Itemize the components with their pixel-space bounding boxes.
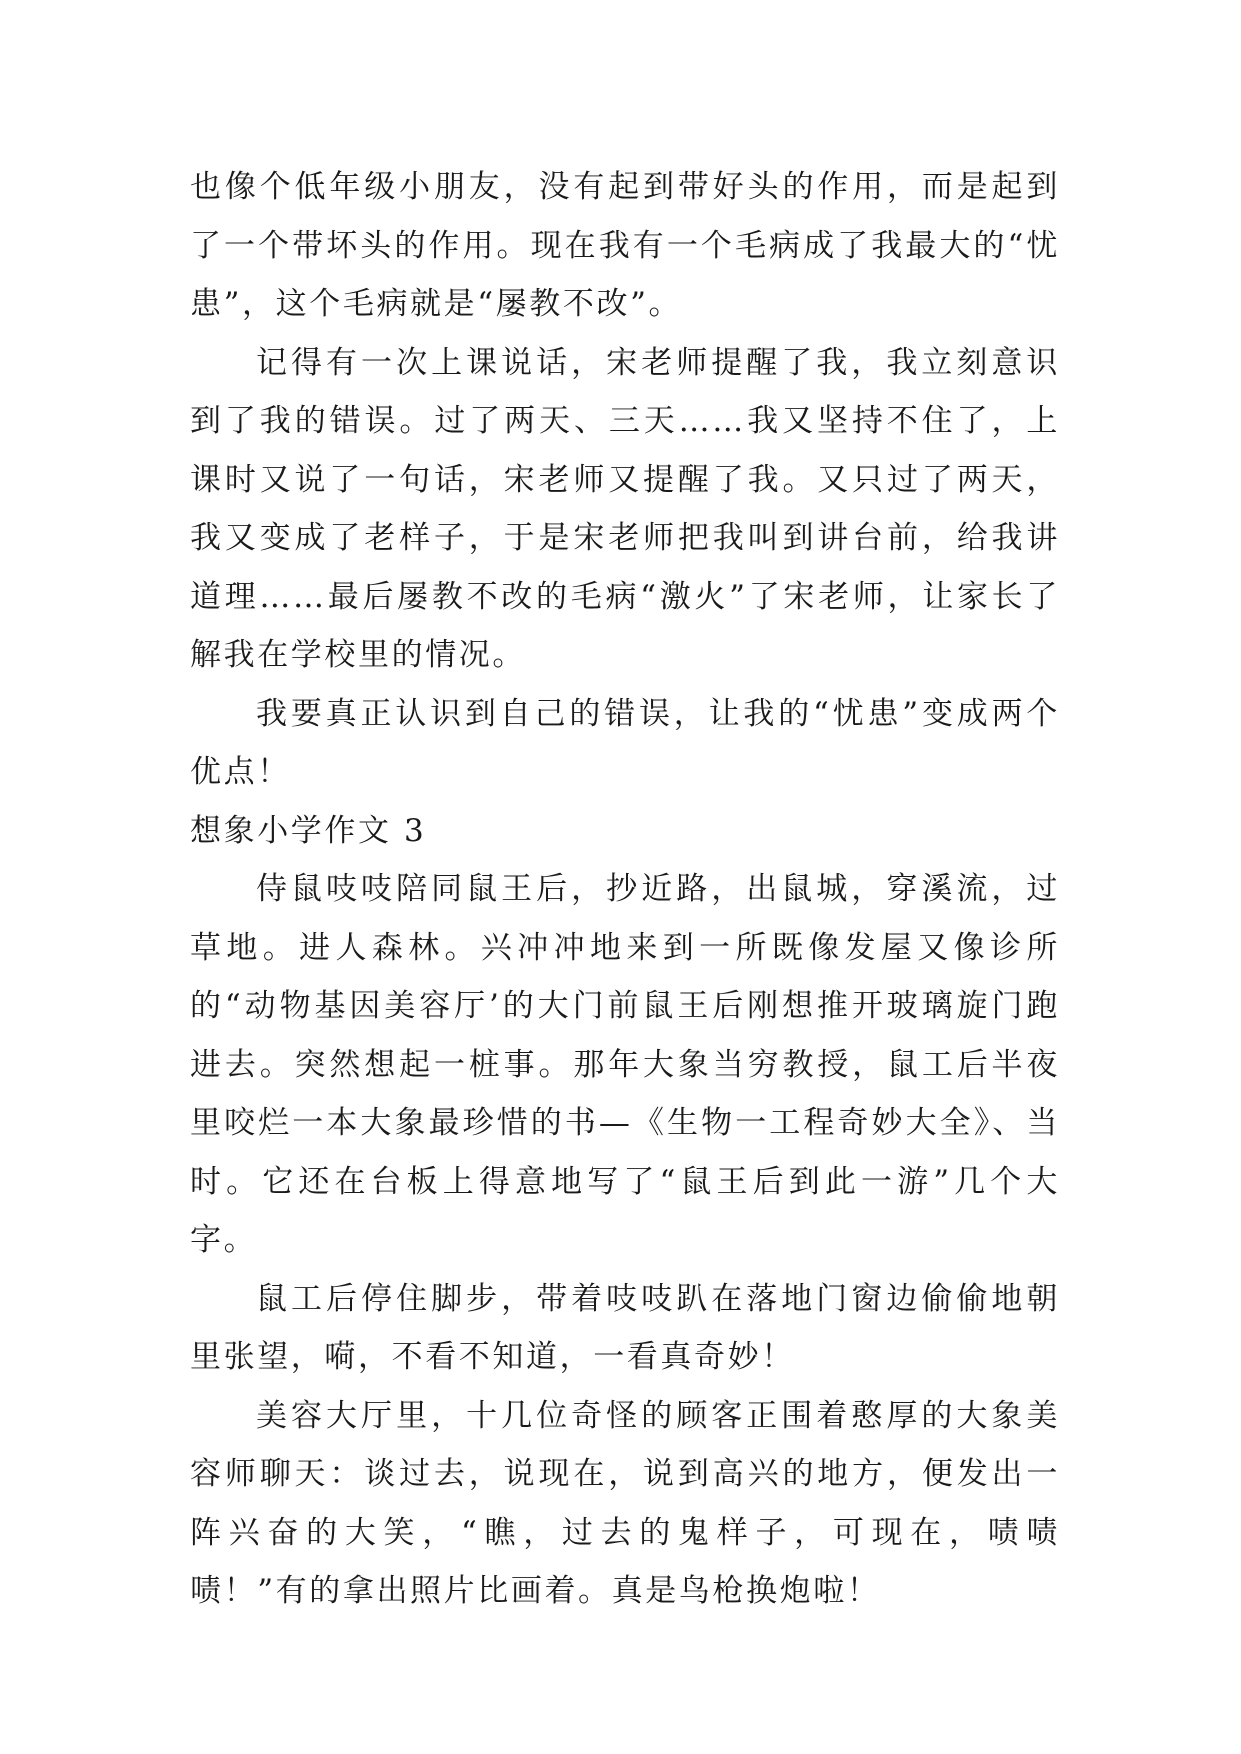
section-heading: 想象小学作文 3 [190, 812, 427, 849]
paragraph-1: 也像个低年级小朋友，没有起到带好头的作用，而是起到了一个带坏头的作用。现在我有一个毛病成了我最大的“忧患”，这个毛病就是“屡教不改”。 [190, 169, 1060, 322]
paragraph-6: 美容大厅里，十几位奇怪的顾客正围着憨厚的大象美容师聊天：谈过去，说现在，说到高兴的地方，便发出一阵兴奋的大笑，“瞧，过去的鬼样子，可现在，啧啧啧！”有的拿出照片比画着。真是鸟枪换炮啦！ [190, 1397, 1060, 1609]
paragraph-4: 侍鼠吱吱陪同鼠王后，抄近路，出鼠城，穿溪流，过草地。进人森林。兴冲冲地来到一所既像发屋又像诊所的“动物基因美容厅’的大门前鼠王后刚想推开玻璃旋门跑进去。突然想起一桩事。那年大象当穷教授，鼠工后半夜里咬烂一本大象最珍惜的书—《生物一工程奇妙大全》、当时。它还在台板上得意地写了“鼠王后到此一游”几个大字。 [190, 871, 1060, 1258]
paragraph-5: 鼠工后停住脚步，带着吱吱趴在落地门窗边偷偷地朝里张望，嗬，不看不知道，一看真奇妙！ [190, 1280, 1060, 1375]
paragraph-3: 我要真正认识到自己的错误，让我的“忧患”变成两个优点！ [190, 695, 1060, 790]
paragraph-2: 记得有一次上课说话，宋老师提醒了我，我立刻意识到了我的错误。过了两天、三天……我又坚持不住了，上课时又说了一句话，宋老师又提醒了我。又只过了两天，我又变成了老样子，于是宋老师把我叫到讲台前，给我讲道理……最后屡教不改的毛病“激火”了宋老师，让家长了解我在学校里的情况。 [190, 344, 1060, 673]
document-body [190, 158, 1060, 1621]
